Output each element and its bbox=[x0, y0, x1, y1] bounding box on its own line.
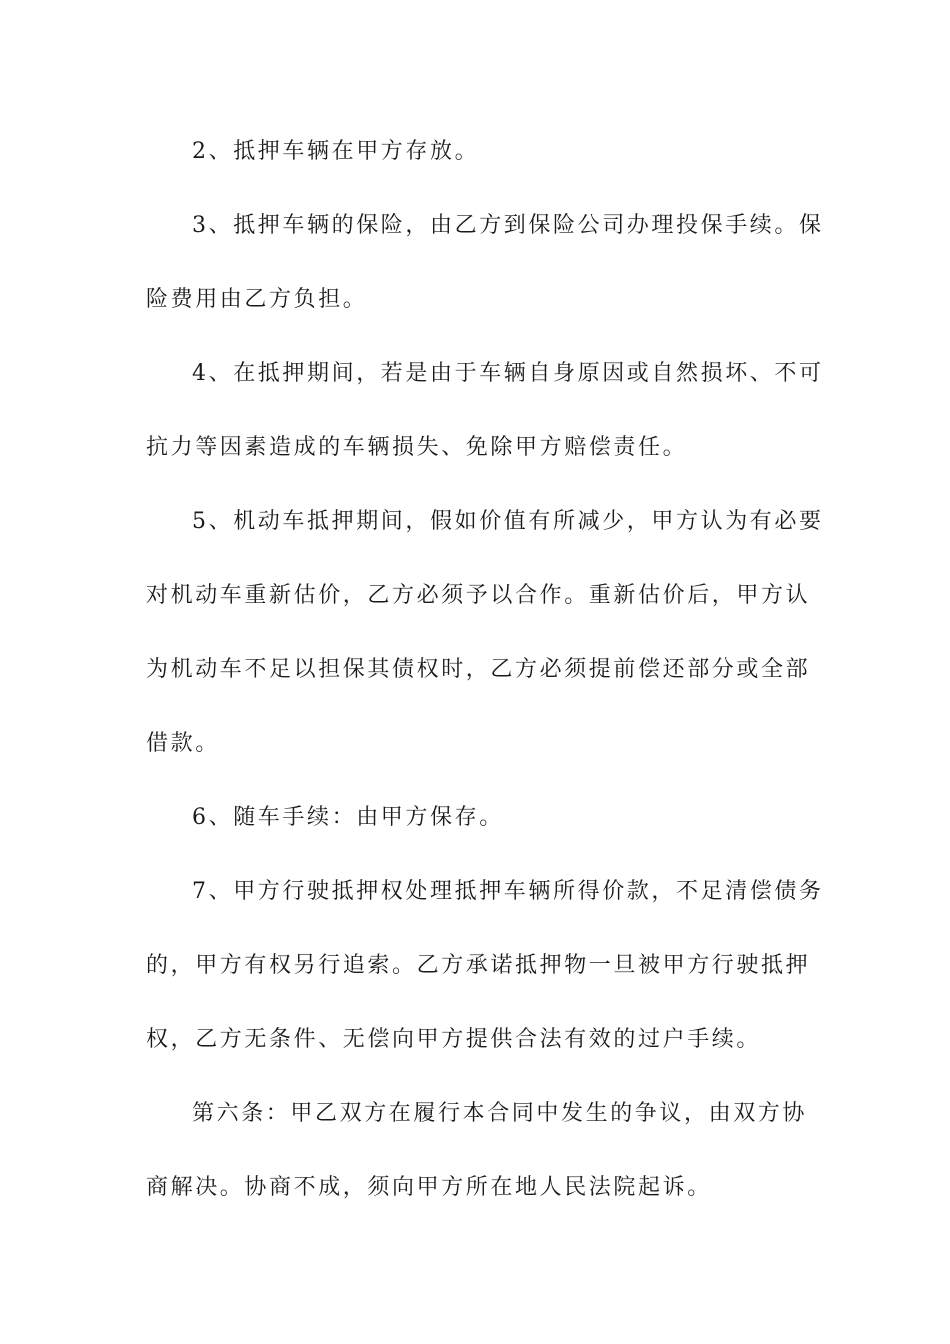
clause-5-line-1: 5、机动车抵押期间，假如价值有所减少，甲方认为有必要 bbox=[192, 509, 824, 534]
clause-4-line-2: 抗力等因素造成的车辆损失、免除甲方赔偿责任。 bbox=[146, 435, 688, 460]
clause-3-line-2: 险费用由乙方负担。 bbox=[146, 287, 368, 312]
clause-3-line-1: 3、抵押车辆的保险，由乙方到保险公司办理投保手续。保 bbox=[192, 213, 824, 238]
article-6-line-1: 第六条：甲乙双方在履行本合同中发生的争议，由双方协 bbox=[192, 1101, 808, 1126]
clause-2-line-1: 2、抵押车辆在甲方存放。 bbox=[192, 139, 480, 164]
article-6-line-2: 商解决。协商不成，须向甲方所在地人民法院起诉。 bbox=[146, 1175, 712, 1200]
clause-7-line-1: 7、甲方行驶抵押权处理抵押车辆所得价款，不足清偿债务 bbox=[192, 879, 824, 904]
clause-7-line-3: 权，乙方无条件、无偿向甲方提供合法有效的过户手续。 bbox=[146, 1027, 762, 1052]
clause-5-line-2: 对机动车重新估价，乙方必须予以合作。重新估价后，甲方认 bbox=[146, 583, 811, 608]
clause-7-line-2: 的，甲方有权另行追索。乙方承诺抵押物一旦被甲方行驶抵押 bbox=[146, 953, 811, 978]
clause-5-line-4: 借款。 bbox=[146, 731, 220, 756]
clause-5-line-3: 为机动车不足以担保其债权时，乙方必须提前偿还部分或全部 bbox=[146, 657, 811, 682]
clause-4-line-1: 4、在抵押期间，若是由于车辆自身原因或自然损坏、不可 bbox=[192, 361, 824, 386]
clause-6-line-1: 6、随车手续：由甲方保存。 bbox=[192, 805, 504, 830]
